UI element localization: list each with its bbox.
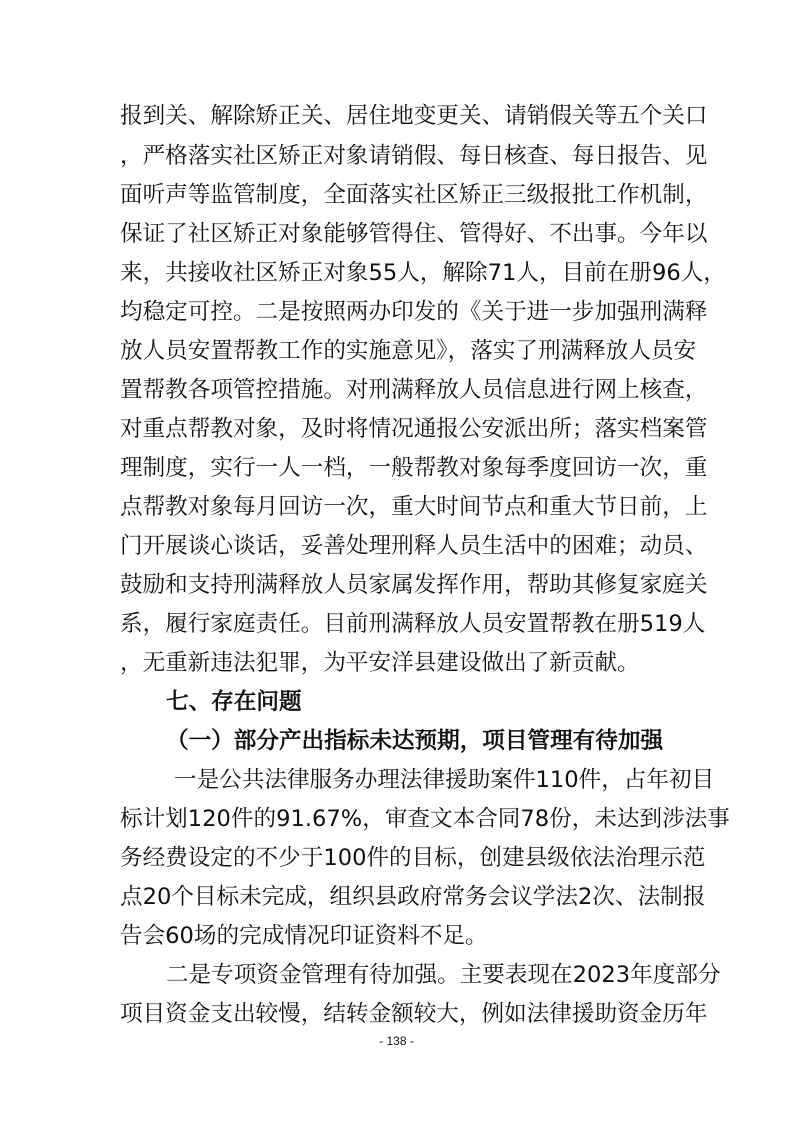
body-text-line: 项目资金支出较慢，结转金额较大，例如法律援助资金历年: [120, 1001, 708, 1027]
body-text-line: 置帮教各项管控措施。对刑满释放人员信息进行网上核查，: [120, 377, 708, 403]
body-text-line: ，严格落实社区矫正对象请销假、每日核查、每日报告、见: [120, 143, 708, 169]
body-text-line: 对重点帮教对象，及时将情况通报公安派出所；落实档案管: [120, 416, 708, 442]
body-text-line: 系，履行家庭责任。目前刑满释放人员安置帮教在册519人: [120, 611, 706, 637]
body-text-line: 务经费设定的不少于100件的目标，创建县级依法治理示范: [120, 845, 706, 871]
body-text-line: 理制度，实行一人一档，一般帮教对象每季度回访一次，重: [120, 455, 708, 481]
body-text-line: 点帮教对象每月回访一次，重大时间节点和重大节日前，上: [120, 494, 708, 520]
subsection-heading: （一）部分产出指标未达预期，项目管理有待加强: [166, 728, 664, 754]
body-text-line: ，无重新违法犯罪，为平安洋县建设做出了新贡献。: [120, 650, 640, 676]
body-text-line: 面听声等监管制度，全面落实社区矫正三级报批工作机制，: [120, 182, 708, 208]
body-text-line: 点20个目标未完成，组织县政府常务会议学法2次、法制报: [120, 884, 706, 910]
body-text-line: 放人员安置帮教工作的实施意见》，落实了刑满释放人员安: [120, 338, 697, 364]
body-text-line: 均稳定可控。二是按照两办印发的《关于进一步加强刑满释: [120, 299, 708, 325]
body-text-line: 二是专项资金管理有待加强。主要表现在2023年度部分: [166, 962, 721, 988]
body-text-line: 标计划120件的91.67%，审查文本合同78份，未达到涉法事: [120, 806, 730, 832]
body-text-line: 报到关、解除矫正关、居住地变更关、请销假关等五个关口: [120, 103, 708, 129]
body-text-line: 保证了社区矫正对象能够管得住、管得好、不出事。今年以: [120, 221, 708, 247]
body-text-line: 门开展谈心谈话，妥善处理刑释人员生活中的困难；动员、: [120, 533, 708, 559]
body-text-line: 告会60场的完成情况印证资料不足。: [120, 923, 488, 949]
body-text-line: 一是公共法律服务办理法律援助案件110件，占年初目: [174, 767, 715, 793]
body-text-line: 来，共接收社区矫正对象55人，解除71人，目前在册96人，: [120, 260, 726, 286]
page-number: - 138 -: [379, 1034, 414, 1048]
body-text-line: 鼓励和支持刑满释放人员家属发挥作用，帮助其修复家庭关: [120, 572, 708, 598]
section-heading: 七、存在问题: [166, 689, 302, 715]
